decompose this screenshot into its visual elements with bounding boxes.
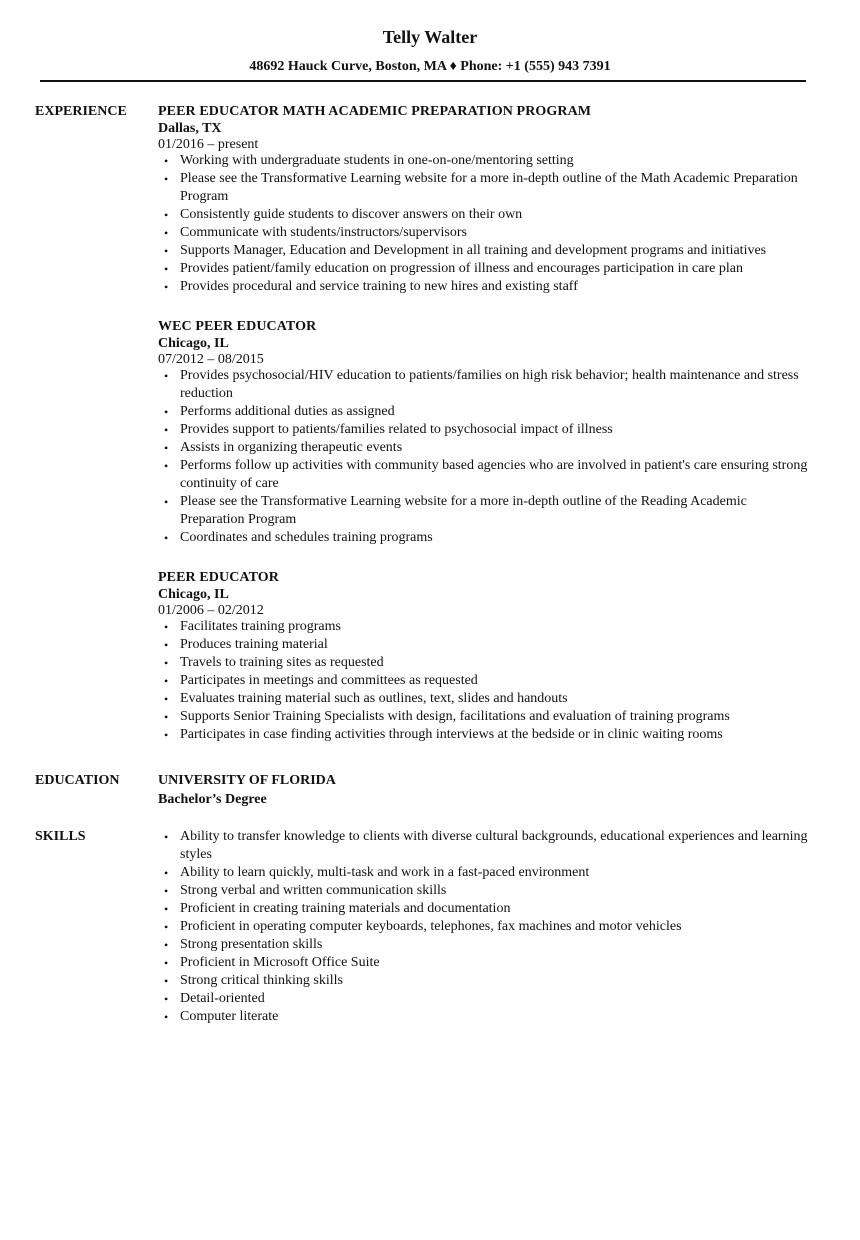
candidate-name: Telly Walter — [382, 27, 478, 47]
job-location: Chicago, IL — [158, 336, 229, 351]
job-duty: • Please see the Transformative Learning website for a more in-depth outline of the Reading Academic Preparation Program — [180, 493, 810, 529]
job-dates: 07/2012 – 08/2015 — [158, 352, 264, 367]
job-entry — [158, 318, 810, 547]
contact-line: 48692 Hauck Curve, Boston, MA ♦ Phone: +1 (555) 943 7391 — [249, 59, 611, 74]
skill-item: • Strong verbal and written communication skills — [180, 882, 810, 900]
skill-item: • Proficient in operating computer keyboards, telephones, fax machines and motor vehicles — [180, 918, 810, 936]
job-duty: • Provides psychosocial/HIV education to patients/families on high risk behavior; health maintenance and stress reduction — [180, 367, 810, 403]
degree: Bachelor’s Degree — [158, 792, 267, 807]
education-section — [35, 772, 810, 810]
education-body — [158, 772, 810, 810]
header-divider — [40, 80, 806, 82]
job-duty: • Facilitates training programs — [180, 618, 810, 636]
job-duties-list — [158, 152, 810, 296]
skills-body — [158, 828, 810, 1026]
skill-item: • Strong critical thinking skills — [180, 972, 810, 990]
job-duty: • Provides patient/family education on progression of illness and encourages participation in care plan — [180, 260, 810, 278]
job-title: WEC PEER EDUCATOR — [158, 319, 317, 334]
skill-item: • Proficient in creating training materials and documentation — [180, 900, 810, 918]
job-duty: • Coordinates and schedules training programs — [180, 529, 810, 547]
job-duty: • Communicate with students/instructors/supervisors — [180, 224, 810, 242]
experience-label: EXPERIENCE — [35, 104, 127, 119]
job-duty: • Performs follow up activities with community based agencies who are involved in patient's care ensuring strong continuity of care — [180, 457, 810, 493]
job-duty: • Participates in meetings and committees as requested — [180, 672, 810, 690]
job-duty: • Consistently guide students to discover answers on their own — [180, 206, 810, 224]
job-duty: • Provides support to patients/families related to psychosocial impact of illness — [180, 421, 810, 439]
job-duties-list — [158, 367, 810, 547]
job-location: Dallas, TX — [158, 121, 222, 136]
skill-item: • Computer literate — [180, 1008, 810, 1026]
job-duty: • Provides procedural and service training to new hires and existing staff — [180, 278, 810, 296]
job-duty: • Evaluates training material such as outlines, text, slides and handouts — [180, 690, 810, 708]
experience-section — [35, 103, 810, 744]
job-entry — [158, 103, 810, 296]
skill-item: • Proficient in Microsoft Office Suite — [180, 954, 810, 972]
skill-item: • Detail-oriented — [180, 990, 810, 1008]
school-name: UNIVERSITY OF FLORIDA — [158, 773, 336, 788]
job-duty: • Performs additional duties as assigned — [180, 403, 810, 421]
job-duty: • Working with undergraduate students in one-on-one/mentoring setting — [180, 152, 810, 170]
job-entry — [158, 569, 810, 744]
job-title: PEER EDUCATOR — [158, 570, 279, 585]
resume-header — [0, 0, 860, 76]
job-dates: 01/2016 – present — [158, 137, 259, 152]
job-duties-list — [158, 618, 810, 744]
skills-list — [158, 828, 810, 1026]
job-location: Chicago, IL — [158, 587, 229, 602]
job-duty: • Supports Manager, Education and Development in all training and development programs and initiatives — [180, 242, 810, 260]
job-title: PEER EDUCATOR MATH ACADEMIC PREPARATION PROGRAM — [158, 104, 592, 119]
job-duty: • Please see the Transformative Learning website for a more in-depth outline of the Math Academic Preparation Program — [180, 170, 810, 206]
skill-item: • Ability to transfer knowledge to clients with diverse cultural backgrounds, educational experiences and learning styles — [180, 828, 810, 864]
experience-body — [158, 103, 810, 744]
job-duty: • Produces training material — [180, 636, 810, 654]
skill-item: • Strong presentation skills — [180, 936, 810, 954]
job-dates: 01/2006 – 02/2012 — [158, 603, 264, 618]
skills-label: SKILLS — [35, 829, 86, 844]
job-duty: • Travels to training sites as requested — [180, 654, 810, 672]
job-duty: • Assists in organizing therapeutic events — [180, 439, 810, 457]
skills-section — [35, 828, 810, 1026]
job-duty: • Supports Senior Training Specialists with design, facilitations and evaluation of training programs — [180, 708, 810, 726]
job-duty: • Participates in case finding activities through interviews at the bedside or in clinic waiting rooms — [180, 726, 810, 744]
education-label: EDUCATION — [35, 773, 120, 788]
skill-item: • Ability to learn quickly, multi-task and work in a fast-paced environment — [180, 864, 810, 882]
